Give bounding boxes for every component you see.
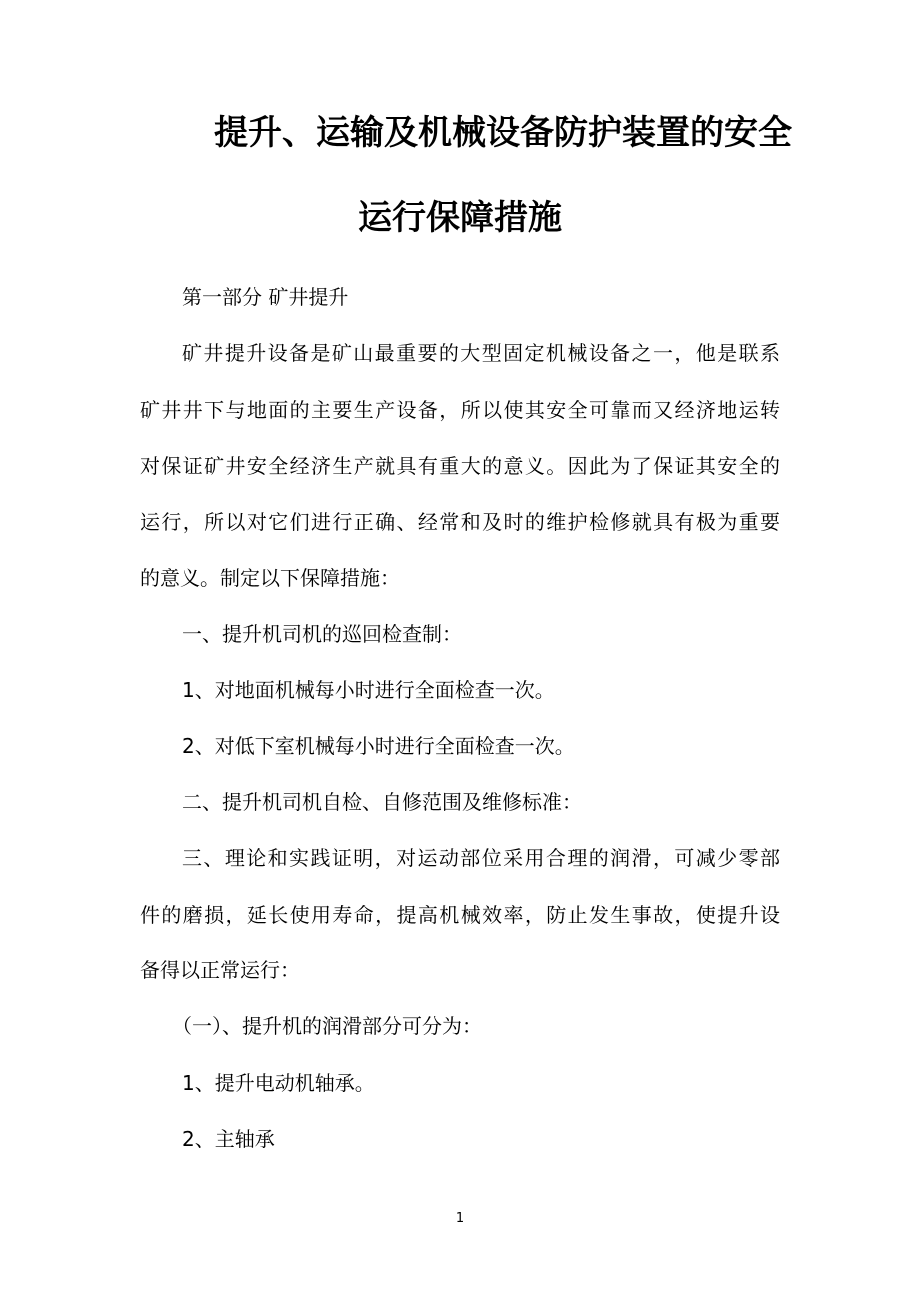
paragraph-line: 运行，所以对它们进行正确、经常和及时的维护检修就具有极为重要 [140, 510, 780, 534]
paragraph-line: 备得以正常运行： [140, 958, 300, 982]
list-heading: （一）、提升机的润滑部分可分为： [172, 1014, 482, 1038]
paragraph-line: 三、理论和实践证明，对运动部位采用合理的润滑，可减少零部 [182, 846, 780, 870]
title-line-1: 提升、运输及机械设备防护装置的安全 [214, 113, 792, 153]
list-item: 2、主轴承 [182, 1127, 275, 1151]
paragraph-line: 对保证矿井安全经济生产就具有重大的意义。因此为了保证其安全的 [140, 454, 780, 478]
paragraph-line: 矿井井下与地面的主要生产设备，所以使其安全可靠而又经济地运转 [140, 398, 780, 422]
paragraph-line: 件的磨损，延长使用寿命，提高机械效率，防止发生事故，使提升设 [140, 903, 780, 927]
page-number: 1 [455, 1211, 465, 1226]
list-item: 1、对地面机械每小时进行全面检查一次。 [182, 678, 555, 702]
title-line-2: 运行保障措施 [358, 198, 562, 238]
section-heading: 第一部分 矿井提升 [182, 285, 349, 309]
paragraph-line: 矿井提升设备是矿山最重要的大型固定机械设备之一，他是联系 [182, 341, 780, 365]
list-item: 2、对低下室机械每小时进行全面检查一次。 [182, 734, 575, 758]
list-heading: 二、提升机司机自检、自修范围及维修标准： [182, 790, 582, 814]
paragraph-line: 的意义。制定以下保障措施： [140, 566, 400, 590]
list-item: 1、提升电动机轴承。 [182, 1071, 375, 1095]
list-heading: 一、提升机司机的巡回检查制： [182, 622, 462, 646]
